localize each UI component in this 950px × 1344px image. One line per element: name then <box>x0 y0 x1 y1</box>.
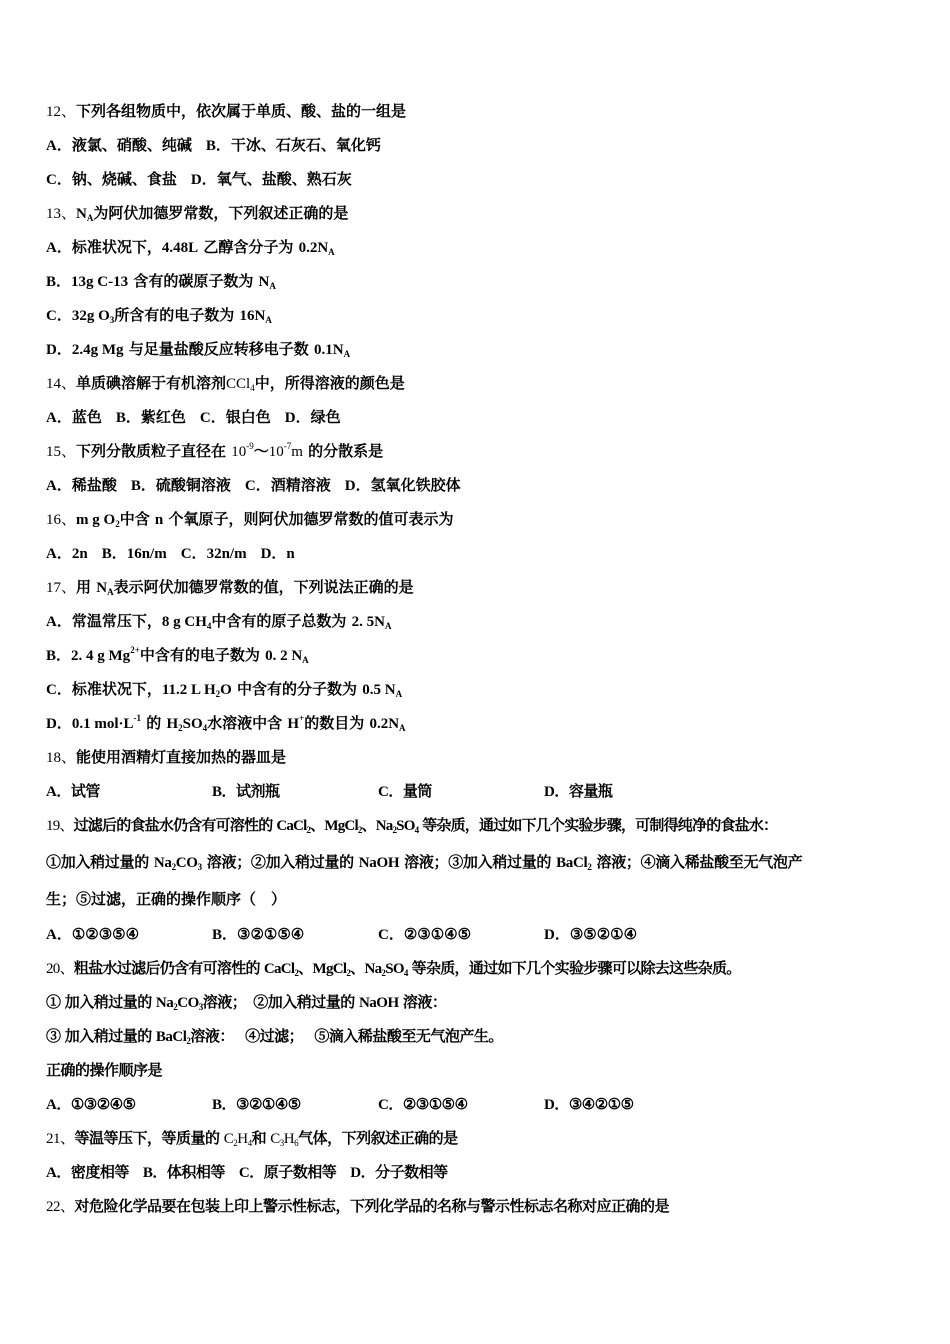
option-c[interactable]: C．原子数相等 <box>238 1163 337 1181</box>
option-d[interactable]: D．0.1 $mol\cdot L^{-1}$ 的 $H_2SO_4$水溶液中含 H+的数目为 $0.2N_A$ <box>46 713 406 733</box>
option-c[interactable]: C．32g $O_3$所含有的电子数为 $16N_A$ <box>46 306 272 325</box>
option-c[interactable]: C．②③①④⑤ <box>378 925 472 943</box>
question-18-stem: 18、能使用酒精灯直接加热的器皿是 <box>46 748 287 766</box>
question-21-stem: 21、等温等压下，等质量的 $C_2H_4$和 $C_3H_6$气体，下列叙述正确的是 <box>46 1129 458 1148</box>
option-a[interactable]: A．常温常压下，8 g $CH_4$中含有的原子总数为 2. $5N_A$ <box>46 612 392 631</box>
option-c[interactable]: C．②③①⑤④ <box>378 1095 468 1113</box>
question-number: 12、 <box>46 104 77 120</box>
question-13-stem: 13、$N_A$为阿伏加德罗常数，下列叙述正确的是 <box>46 204 349 223</box>
question-number: 21、 <box>46 1131 75 1147</box>
option-a[interactable]: A．蓝色 <box>46 408 102 426</box>
question-15-stem: 15、下列分散质粒子直径在 $10^{-9}\sim 10^{-7}m$ 的分散系是 <box>46 441 384 460</box>
question-16-options <box>46 542 295 564</box>
option-b[interactable]: B．③②①⑤④ <box>212 925 305 943</box>
question-20-steps-2: ③ 加入稍过量的 BaCl$_2$溶液： ④过滤； ⑤滴入稀盐酸至无气泡产生。 <box>46 1027 503 1046</box>
option-b[interactable]: B．2. 4 g $Mg^{2+}$中含有的电子数为 0. 2 $N_A$ <box>46 645 309 665</box>
option-b[interactable]: B．紫红色 <box>115 408 186 426</box>
question-20-stem: 20、粗盐水过滤后仍含有可溶性的 CaCl$_2$、MgCl$_2$、$Na_2SO_4$ 等杂质，通过如下几个实验步骤可以除去这些杂质。 <box>46 959 741 978</box>
question-20-options <box>46 1093 710 1115</box>
question-number: 19、 <box>46 818 74 834</box>
option-a[interactable]: A．①③②④⑤ <box>46 1095 136 1113</box>
question-12-options-cd <box>46 168 352 190</box>
question-14-options <box>46 406 341 428</box>
option-b[interactable]: B．试剂瓶 <box>212 782 280 800</box>
question-19-options <box>46 923 710 945</box>
option-b[interactable]: B．③②①④⑤ <box>212 1095 301 1113</box>
question-17-stem: 17、用 $N_A$表示阿伏加德罗常数的值，下列说法正确的是 <box>46 578 414 597</box>
question-19-stem: 19、过滤后的食盐水仍含有可溶性的 CaCl$_2$、MgCl$_2$、$Na_2SO_4$ 等杂质，通过如下几个实验步骤，可制得纯净的食盐水： <box>46 816 778 835</box>
question-18-options <box>46 780 710 802</box>
question-number: 14、 <box>46 376 77 392</box>
option-a[interactable]: A．①②③⑤④ <box>46 925 140 943</box>
question-number: 22、 <box>46 1199 75 1215</box>
option-d[interactable]: D．氧气、盐酸、熟石灰 <box>190 170 352 188</box>
option-d[interactable]: D．容量瓶 <box>544 782 613 800</box>
question-19-steps-cont: 生；⑤过滤，正确的操作顺序（ ） <box>46 890 287 908</box>
option-a[interactable]: A．液氯、硝酸、纯碱 <box>46 136 192 154</box>
option-c[interactable]: C．32n/m <box>180 546 247 562</box>
question-19-steps: ①加入稍过量的 $Na_2CO_3$ 溶液；②加入稍过量的 NaOH 溶液；③加入稍过量的 BaCl$_2$ 溶液；④滴入稀盐酸至无气泡产 <box>46 853 803 872</box>
question-12-options-ab <box>46 134 381 156</box>
option-d[interactable]: D．绿色 <box>284 408 341 426</box>
option-b[interactable]: B．体积相等 <box>142 1163 225 1181</box>
option-b[interactable]: B．13g C-13 含有的碳原子数为 $N_A$ <box>46 272 276 291</box>
option-b[interactable]: B．16n/m <box>101 546 167 562</box>
option-d[interactable]: D．③④②①⑤ <box>544 1095 634 1113</box>
option-a[interactable]: A．稀盐酸 <box>46 476 117 494</box>
question-14-stem: 14、单质碘溶解于有机溶剂CCl$_4$中，所得溶液的颜色是 <box>46 374 405 393</box>
option-a[interactable]: A．标准状况下，4.48L 乙醇含分子为 $0.2N_A$ <box>46 238 335 257</box>
option-a[interactable]: A．2n <box>46 546 88 562</box>
question-number: 16、 <box>46 512 77 528</box>
option-c[interactable]: C．钠、烧碱、食盐 <box>46 170 177 188</box>
question-20-prompt: 正确的操作顺序是 <box>46 1061 163 1079</box>
question-20-steps-1: ① 加入稍过量的 $Na_2CO_3$溶液； ②加入稍过量的 NaOH 溶液： <box>46 993 447 1012</box>
option-b[interactable]: B．干冰、石灰石、氧化钙 <box>205 136 381 154</box>
option-a[interactable]: A．密度相等 <box>46 1163 129 1181</box>
option-c[interactable]: C．标准状况下，11.2 L $H_2O$ 中含有的分子数为 0.5 $N_A$ <box>46 680 403 699</box>
option-c[interactable]: C．银白色 <box>199 408 271 426</box>
option-d[interactable]: D．③⑤②①④ <box>544 925 638 943</box>
question-16-stem: 16、m g $O_2$中含 n 个氧原子，则阿伏加德罗常数的值可表示为 <box>46 510 454 529</box>
option-c[interactable]: C．量筒 <box>378 782 432 800</box>
question-number: 15、 <box>46 444 77 460</box>
option-c[interactable]: C．酒精溶液 <box>244 476 331 494</box>
question-21-options <box>46 1161 448 1183</box>
question-12-stem: 12、下列各组物质中，依次属于单质、酸、盐的一组是 <box>46 102 407 120</box>
question-number: 18、 <box>46 750 77 766</box>
option-d[interactable]: D．分子数相等 <box>350 1163 448 1181</box>
question-number: 20、 <box>46 961 74 977</box>
option-a[interactable]: A．试管 <box>46 782 100 800</box>
option-d[interactable]: D．2.4g Mg 与足量盐酸反应转移电子数 $0.1N_A$ <box>46 340 351 359</box>
question-number: 13、 <box>46 206 77 222</box>
option-d[interactable]: D．氢氧化铁胶体 <box>344 476 461 494</box>
option-b[interactable]: B．硫酸铜溶液 <box>130 476 231 494</box>
question-number: 17、 <box>46 580 77 596</box>
option-d[interactable]: D．n <box>260 546 295 562</box>
question-22-stem: 22、对危险化学品要在包装上印上警示性标志，下列化学品的名称与警示性标志名称对应正确的是 <box>46 1197 670 1215</box>
question-15-options <box>46 474 461 496</box>
